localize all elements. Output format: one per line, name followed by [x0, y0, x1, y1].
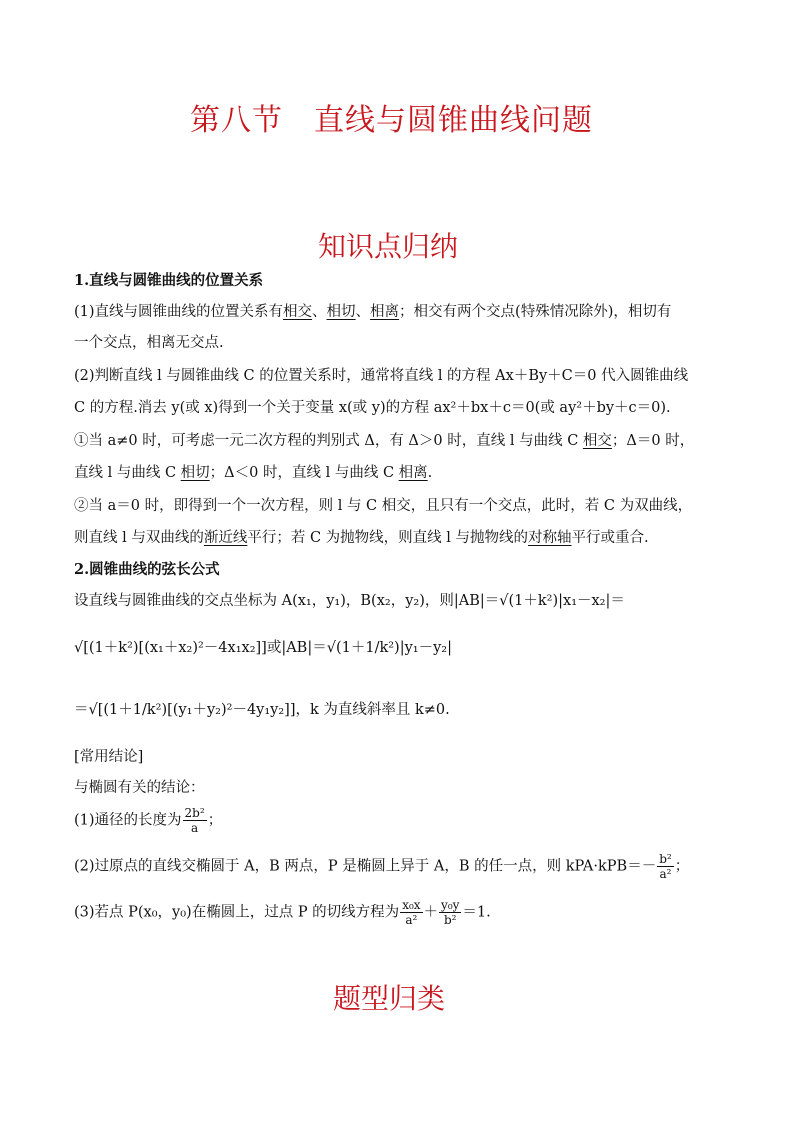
term-axis: 对称轴: [528, 530, 572, 546]
term-tangent: 相切: [180, 465, 210, 481]
subheading-position-relation: 1.直线与圆锥曲线的位置关系: [74, 272, 264, 289]
text: ；: [207, 812, 223, 829]
text: ；相交有两个交点(特殊情况除外)，相切有: [399, 304, 672, 320]
numerator: 2b²: [184, 806, 205, 820]
term-intersect: 相交: [283, 304, 313, 320]
text: 、: [312, 304, 327, 320]
term-separate: 相离: [398, 465, 428, 481]
chord-formula-line-1: 设直线与圆锥曲线的交点坐标为 A(x₁，y₁)，B(x₂，y₂)，则|AB|＝√(1＋k²)|x₁－x₂|＝: [74, 593, 625, 609]
denominator: b²: [443, 913, 457, 927]
text: 平行或重合.: [571, 530, 649, 546]
section-heading-knowledge: 知识点归纳: [318, 230, 459, 263]
term-intersect: 相交: [582, 433, 612, 449]
text: ＋: [423, 904, 439, 921]
denominator: a: [191, 821, 199, 835]
chord-formula-line-3: ＝√[(1＋1/k²)[(y₁＋y₂)²－4y₁y₂]]，k 为直线斜率且 k≠0.: [74, 702, 450, 718]
paragraph-3-line-1: [74, 431, 694, 451]
text: .: [427, 465, 433, 481]
fraction: [400, 898, 422, 927]
result-2: [74, 852, 689, 881]
subheading-chord-length: 2.圆锥曲线的弦长公式: [74, 561, 220, 578]
text: 则直线 l 与双曲线的: [74, 530, 204, 546]
paragraph-1-line-1: [74, 302, 671, 322]
text: ＝1.: [462, 904, 491, 921]
paragraph-2-line-1: (2)判断直线 l 与圆锥曲线 C 的位置关系时，通常将直线 l 的方程 Ax＋By＋C＝0 代入圆锥曲线: [74, 368, 689, 384]
text: 平行；若 C 为抛物线，则直线 l 与抛物线的: [247, 530, 529, 546]
fraction: [183, 806, 207, 835]
denominator: a²: [405, 913, 418, 927]
paragraph-1-line-2: 一个交点，相离无交点.: [74, 335, 224, 351]
paragraph-4-line-2: [74, 528, 649, 548]
page-title: 第八节 直线与圆锥曲线问题: [190, 103, 593, 138]
result-3: [74, 898, 491, 927]
numerator: x₀x: [402, 898, 421, 912]
text: ①当 a≠0 时，可考虑一元二次方程的判别式 Δ，有 Δ＞0 时，直线 l 与曲线 C: [74, 433, 583, 449]
text: 、: [355, 304, 371, 320]
ellipse-intro: 与椭圆有关的结论：: [74, 780, 205, 796]
text: ；Δ＜0 时，直线 l 与曲线 C: [209, 465, 399, 481]
text: (3)若点 P(x₀，y₀)在椭圆上，过点 P 的切线方程为: [74, 904, 400, 921]
section-heading-problem-types: 题型归类: [333, 982, 446, 1015]
text: 直线 l 与曲线 C: [74, 465, 181, 481]
paragraph-2-line-2: C 的方程.消去 y(或 x)得到一个关于变量 x(或 y)的方程 ax²＋bx＋c＝0(或 ay²＋by＋c＝0).: [74, 400, 671, 416]
term-separate: 相离: [370, 304, 400, 320]
denominator: a²: [659, 867, 672, 881]
term-asymptote: 渐近线: [203, 530, 248, 546]
text: (2)过原点的直线交椭圆于 A，B 两点，P 是椭圆上异于 A，B 的任一点，则 kPA·kPB＝－: [74, 858, 657, 875]
result-1: [74, 806, 222, 835]
numerator: y₀y: [441, 898, 460, 912]
text: ；Δ＝0 时，: [611, 433, 695, 449]
fraction: [657, 852, 674, 881]
numerator: b²: [659, 852, 672, 866]
common-conclusions-tag: [常用结论]: [74, 749, 144, 765]
chord-formula-line-2: √[(1＋k²)[(x₁＋x₂)²－4x₁x₂]]或|AB|＝√(1＋1/k²)|y₁－y₂|: [74, 640, 452, 656]
paragraph-3-line-2: [74, 463, 432, 483]
text: ；: [674, 858, 690, 875]
text: (1)直线与圆锥曲线的位置关系有: [74, 304, 284, 320]
paragraph-4-line-1: ②当 a＝0 时，即得到一个一次方程，则 l 与 C 相交，且只有一个交点，此时，若 C 为双曲线，: [74, 498, 693, 514]
text: (1)通径的长度为: [74, 812, 182, 829]
term-tangent: 相切: [326, 304, 356, 320]
fraction: [439, 898, 461, 927]
